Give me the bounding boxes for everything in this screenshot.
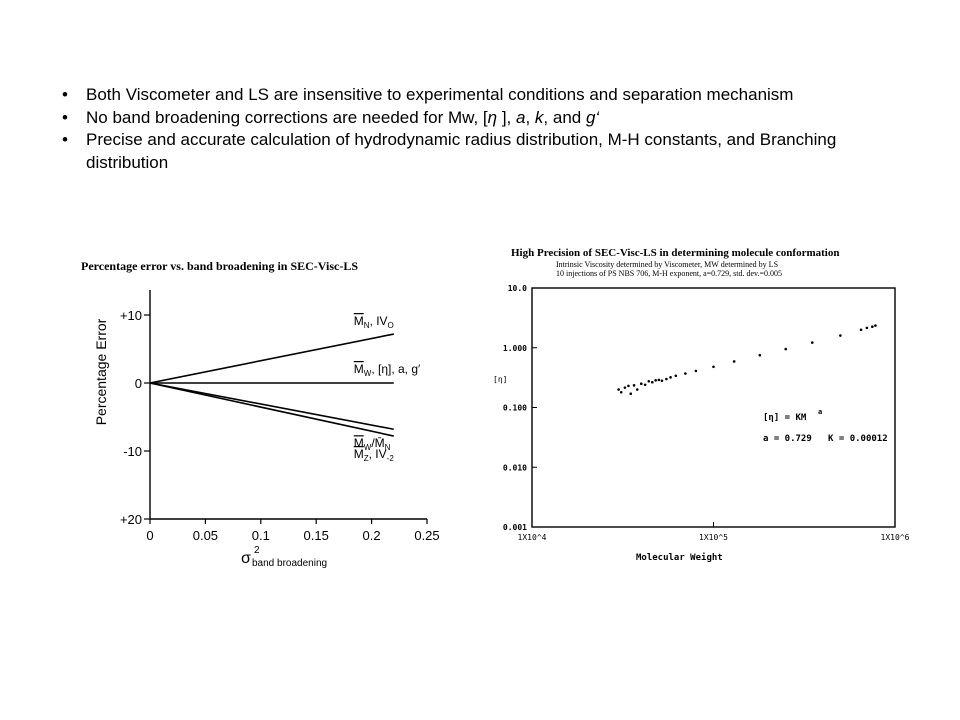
bullet-text: Both Viscometer and LS are insensitive to experimental conditions and separation mechanism [86,85,794,104]
eta-symbol: η [487,107,498,127]
data-point [627,385,630,388]
chart-title: Percentage error vs. band broadening in SEC-Visc-LS [81,259,359,273]
bullet-dot: • [62,130,68,149]
chart-subtitle: 10 injections of PS NBS 706, M-H exponent, a=0.729, std. dev.=0.005 [556,269,783,278]
data-point [624,386,627,389]
bullet-text: , and [543,107,586,127]
data-point [712,365,715,368]
chart-title: High Precision of SEC-Visc-LS in determining molecule conformation [511,247,840,259]
y-tick-label: -10 [123,444,142,459]
equation-text: [η] = KM [763,413,807,423]
y-tick-label: 10.0 [507,284,527,293]
right-chart-points [617,324,876,395]
data-point [658,379,661,382]
bullet-text: No band broadening corrections are needed for Mw, [ [86,107,488,127]
x-axis-label: Molecular Weight [636,553,723,563]
bullet-dot: • [62,85,68,104]
x-tick-label: 0.2 [362,528,381,543]
data-point [684,372,687,375]
data-point [839,334,842,337]
x-tick-label: 0.15 [303,528,329,543]
data-point [675,374,678,377]
bullet-dot: • [62,107,68,127]
data-point [866,327,869,330]
data-point [633,384,636,387]
data-point [695,370,698,373]
data-point [665,378,668,381]
series-label: $M_Z$, $IV_{-2}$ [353,447,394,464]
data-point [871,325,874,328]
y-tick-label: +10 [119,308,142,323]
x-tick-label: 1X10^4 [517,533,547,542]
mh-equation [763,408,822,423]
y-tick-label: 0.001 [502,523,527,532]
bullet-text: Precise and accurate calculation of hydrodynamic radius distribution, M-H constants, and Branching distribution [86,130,837,172]
y-tick-label: 1.000 [502,343,527,353]
data-point [644,383,647,386]
data-point [733,360,736,363]
data-point [636,388,639,391]
data-point [860,328,863,331]
series-label: $M_W$, [η], a, g′ [353,362,421,378]
data-point [640,382,643,385]
param-a: a [516,107,526,127]
series-label: $M_W/M̄_N$ [353,436,391,453]
plot-frame [532,288,895,527]
data-point [617,388,620,391]
y-tick-label: 0.010 [502,463,527,473]
y-axis-label: Percentage Error [93,318,109,426]
right-chart-axes [503,284,910,542]
x-tick-label: 0.25 [414,528,440,543]
x-tick-label: 1X10^5 [699,533,728,542]
bullet-text: ], [497,107,516,127]
x-label-sub: band broadening [252,558,328,569]
equation-sup: a [818,408,823,416]
bullet-text: , [525,107,535,127]
y-tick-label: 0 [134,376,142,391]
x-tick-label: 0 [146,528,154,543]
data-point [669,376,672,379]
x-label-sup: 2 [254,545,260,556]
y-tick-label: +20 [119,512,142,527]
y-tick-label: 0.100 [502,403,527,413]
data-point [629,392,632,395]
chart-subtitle: Intrinsic Viscosity determined by Viscometer, MW determined by LS [556,260,779,269]
y-axis-label: [η] [493,375,508,384]
x-tick-label: 1X10^6 [880,533,910,542]
x-tick-label: 0.05 [192,528,219,543]
data-point [620,391,623,394]
x-tick-label: 0.1 [251,528,270,543]
sigma-symbol: σ [241,550,251,567]
data-point [661,379,664,382]
param-k: k [534,107,544,127]
data-point [651,381,654,384]
data-point [647,380,650,383]
param-g: g‘ [585,107,600,127]
data-point [811,341,814,344]
data-point [784,348,787,351]
data-point [654,379,657,382]
series-label: $M_N$, $IV_O$ [353,314,394,331]
mh-parameters: a = 0.729 K = 0.00012 [763,434,888,444]
data-point [874,324,877,327]
data-point [759,354,762,357]
